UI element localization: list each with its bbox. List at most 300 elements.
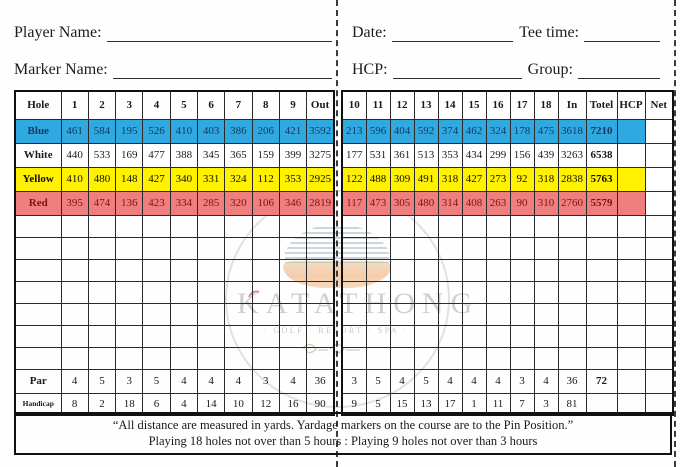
yardage-cell: 365 [225, 143, 252, 167]
blank-score-cell [486, 347, 510, 369]
blank-score-cell [645, 215, 673, 237]
yardage-cell: 112 [252, 167, 279, 191]
net-blank-cell [645, 191, 673, 215]
handicap-cell: 16 [279, 393, 306, 415]
blank-score-cell [252, 325, 279, 347]
blank-score-cell [307, 325, 334, 347]
watermark-subtitle-text: · GOLF · RESORT · SPA · [263, 326, 409, 335]
blank-score-cell [279, 347, 306, 369]
handicap-cell: 2 [88, 393, 115, 415]
yardage-cell: 3592 [307, 119, 334, 143]
handicap-cell: 9 [342, 393, 366, 415]
hole-number-header-cell: In [558, 91, 586, 119]
yardage-cell: 408 [462, 191, 486, 215]
blank-score-cell [15, 215, 61, 237]
blank-score-cell [307, 259, 334, 281]
table-row [15, 369, 334, 393]
yardage-cell: 305 [390, 191, 414, 215]
yardage-cell: 475 [534, 119, 558, 143]
tee-label-cell: Blue [15, 119, 61, 143]
blank-score-cell [510, 347, 534, 369]
blank-score-cell [197, 215, 224, 237]
handicap-cell: 81 [558, 393, 586, 415]
blank-score-cell [510, 325, 534, 347]
yardage-cell: 206 [252, 119, 279, 143]
yardage-cell: 324 [486, 119, 510, 143]
yardage-cell: 395 [61, 191, 88, 215]
yardage-cell: 314 [438, 191, 462, 215]
blank-score-cell [252, 303, 279, 325]
player-name-blank-line[interactable] [107, 22, 332, 42]
blank-score-cell [558, 303, 586, 325]
table-row [342, 237, 673, 259]
net-blank-cell [645, 143, 673, 167]
total-yardage-cell: 5579 [586, 191, 617, 215]
table-row [15, 215, 334, 237]
hcp-label: HCP: [352, 61, 388, 78]
hole-number-header-cell: Net [645, 91, 673, 119]
total-yardage-cell: 5763 [586, 167, 617, 191]
yardage-cell: 410 [170, 119, 197, 143]
blank-score-cell [170, 259, 197, 281]
blank-score-cell [414, 215, 438, 237]
blank-score-cell [197, 281, 224, 303]
blank-score-cell [116, 325, 143, 347]
blank-score-cell [366, 215, 390, 237]
blank-score-cell [252, 347, 279, 369]
blank-score-cell [510, 215, 534, 237]
yardage-cell: 439 [534, 143, 558, 167]
blank-score-cell [366, 347, 390, 369]
handicap-cell: 3 [534, 393, 558, 415]
yardage-cell: 403 [197, 119, 224, 143]
blank-score-cell [438, 237, 462, 259]
par-cell: 4 [486, 369, 510, 393]
blank-score-cell [342, 303, 366, 325]
blank-score-cell [617, 347, 645, 369]
blank-score-cell [510, 303, 534, 325]
yardage-cell: 404 [390, 119, 414, 143]
table-row [15, 91, 334, 119]
blank-score-cell [15, 325, 61, 347]
yardage-cell: 427 [143, 167, 170, 191]
blank-score-cell [225, 237, 252, 259]
blank-score-cell [342, 215, 366, 237]
blank-score-cell [116, 303, 143, 325]
marker-name-blank-line[interactable] [113, 59, 332, 79]
blank-score-cell [170, 237, 197, 259]
blank-score-cell [225, 303, 252, 325]
handicap-cell: 5 [366, 393, 390, 415]
blank-score-cell [307, 215, 334, 237]
blank-score-cell [143, 281, 170, 303]
player-name-label: Player Name: [14, 24, 102, 41]
hole-number-header-cell: 17 [510, 91, 534, 119]
yardage-cell: 462 [462, 119, 486, 143]
table-row [15, 259, 334, 281]
par-cell: 4 [279, 369, 306, 393]
blank-score-cell [534, 237, 558, 259]
par-cell: 5 [414, 369, 438, 393]
par-cell: 4 [462, 369, 486, 393]
table-row [15, 347, 334, 369]
blank-score-cell [279, 237, 306, 259]
yardage-cell: 513 [414, 143, 438, 167]
yardage-cell: 324 [225, 167, 252, 191]
blank-score-cell [279, 303, 306, 325]
par-cell: 3 [116, 369, 143, 393]
blank-score-cell [510, 281, 534, 303]
blank-score-cell [390, 347, 414, 369]
yardage-cell: 584 [88, 119, 115, 143]
blank-score-cell [15, 281, 61, 303]
yardage-cell: 2760 [558, 191, 586, 215]
yardage-cell: 299 [486, 143, 510, 167]
table-row [342, 369, 673, 393]
yardage-cell: 2838 [558, 167, 586, 191]
yardage-cell: 353 [438, 143, 462, 167]
table-row [342, 91, 673, 119]
table-row [342, 347, 673, 369]
yardage-cell: 346 [279, 191, 306, 215]
blank-score-cell [438, 303, 462, 325]
yardage-cell: 596 [366, 119, 390, 143]
yardage-cell: 399 [279, 143, 306, 167]
blank-score-cell [486, 325, 510, 347]
net-blank-cell [645, 119, 673, 143]
par-cell: 4 [170, 369, 197, 393]
par-cell: 3 [342, 369, 366, 393]
blank-score-cell [170, 325, 197, 347]
hole-number-header-cell: 3 [116, 91, 143, 119]
yardage-cell: 320 [225, 191, 252, 215]
par-cell: 5 [143, 369, 170, 393]
blank-score-cell [645, 281, 673, 303]
blank-score-cell [197, 347, 224, 369]
hole-number-header-cell: 7 [225, 91, 252, 119]
yardage-cell: 3618 [558, 119, 586, 143]
blank-score-cell [390, 325, 414, 347]
blank-score-cell [414, 347, 438, 369]
hole-number-header-cell: 14 [438, 91, 462, 119]
tee-label-cell: White [15, 143, 61, 167]
hole-number-header-cell: 10 [342, 91, 366, 119]
yardage-cell: 374 [438, 119, 462, 143]
tee-time-label: Tee time: [519, 24, 579, 41]
hole-number-header-cell: 8 [252, 91, 279, 119]
date-label: Date: [352, 24, 387, 41]
blank-score-cell [462, 347, 486, 369]
blank-score-cell [486, 259, 510, 281]
table-row [342, 119, 673, 143]
blank-score-cell [414, 303, 438, 325]
yardage-cell: 491 [414, 167, 438, 191]
table-row [15, 237, 334, 259]
table-row [15, 303, 334, 325]
blank-score-cell [88, 281, 115, 303]
watermark-brand-text: KATATHONG [237, 287, 480, 320]
yardage-cell: 117 [342, 191, 366, 215]
yardage-cell: 531 [366, 143, 390, 167]
yardage-cell: 156 [510, 143, 534, 167]
yardage-cell: 177 [342, 143, 366, 167]
blank-score-cell [645, 259, 673, 281]
hole-number-header-cell: 15 [462, 91, 486, 119]
blank-score-cell [617, 259, 645, 281]
blank-score-cell [390, 237, 414, 259]
tee-label-cell: Red [15, 191, 61, 215]
blank-score-cell [225, 325, 252, 347]
fold-dashed-line [336, 0, 338, 467]
blank-score-cell [558, 259, 586, 281]
blank-score-cell [61, 281, 88, 303]
blank-score-cell [390, 215, 414, 237]
hole-number-header-cell: 13 [414, 91, 438, 119]
blank-score-cell [534, 303, 558, 325]
yardage-cell: 309 [390, 167, 414, 191]
hcp-blank-line[interactable] [393, 59, 522, 79]
blank-score-cell [143, 347, 170, 369]
yardage-cell: 423 [143, 191, 170, 215]
hcp-blank-cell [617, 191, 645, 215]
blank-score-cell [586, 347, 617, 369]
blank-score-cell [534, 281, 558, 303]
handicap-cell: 13 [414, 393, 438, 415]
blank-score-cell [61, 237, 88, 259]
blank-score-cell [88, 259, 115, 281]
blank-score-cell [617, 237, 645, 259]
net-blank-cell [645, 369, 673, 393]
yardage-cell: 136 [116, 191, 143, 215]
yardage-cell: 213 [342, 119, 366, 143]
yardage-cell: 273 [486, 167, 510, 191]
blank-score-cell [197, 303, 224, 325]
handicap-cell: 6 [143, 393, 170, 415]
blank-score-cell [88, 237, 115, 259]
hole-number-header-cell: 18 [534, 91, 558, 119]
yardage-cell: 285 [197, 191, 224, 215]
blank-score-cell [116, 347, 143, 369]
blank-score-cell [462, 259, 486, 281]
blank-score-cell [88, 347, 115, 369]
par-cell: 36 [307, 369, 334, 393]
table-row [342, 303, 673, 325]
date-tee-time-field [352, 22, 660, 42]
yardage-cell: 195 [116, 119, 143, 143]
back-nine-table [341, 90, 674, 416]
yardage-cell: 533 [88, 143, 115, 167]
par-cell: 5 [366, 369, 390, 393]
blank-score-cell [645, 237, 673, 259]
tee-time-blank-line[interactable] [584, 22, 660, 42]
yardage-cell: 331 [197, 167, 224, 191]
date-blank-line[interactable] [392, 22, 514, 42]
yardage-cell: 526 [143, 119, 170, 143]
table-row [342, 325, 673, 347]
blank-score-cell [438, 215, 462, 237]
handicap-label-cell: Handicap [15, 393, 61, 415]
table-row [15, 143, 334, 167]
blank-score-cell [225, 281, 252, 303]
yardage-cell: 440 [61, 143, 88, 167]
blank-score-cell [390, 303, 414, 325]
blank-score-cell [279, 281, 306, 303]
blank-score-cell [61, 347, 88, 369]
handicap-cell: 7 [510, 393, 534, 415]
blank-score-cell [197, 259, 224, 281]
blank-score-cell [438, 325, 462, 347]
yardage-cell: 318 [438, 167, 462, 191]
blank-score-cell [414, 281, 438, 303]
blank-score-cell [15, 259, 61, 281]
blank-score-cell [534, 347, 558, 369]
blank-score-cell [558, 347, 586, 369]
table-row [342, 143, 673, 167]
hcp-group-field [352, 59, 660, 79]
yardage-cell: 427 [462, 167, 486, 191]
blank-score-cell [116, 215, 143, 237]
blank-score-cell [414, 259, 438, 281]
blank-score-cell [534, 215, 558, 237]
hole-number-header-cell: 5 [170, 91, 197, 119]
handicap-cell: 8 [61, 393, 88, 415]
blank-score-cell [225, 259, 252, 281]
blank-score-cell [252, 259, 279, 281]
blank-score-cell [15, 347, 61, 369]
yardage-cell: 410 [61, 167, 88, 191]
hole-number-header-cell: 9 [279, 91, 306, 119]
yardage-cell: 3275 [307, 143, 334, 167]
blank-score-cell [534, 259, 558, 281]
par-cell: 4 [390, 369, 414, 393]
yardage-cell: 90 [510, 191, 534, 215]
table-row [15, 119, 334, 143]
blank-score-cell [252, 237, 279, 259]
handicap-cell: 12 [252, 393, 279, 415]
blank-score-cell [252, 281, 279, 303]
blank-score-cell [438, 259, 462, 281]
yardage-cell: 345 [197, 143, 224, 167]
blank-score-cell [366, 303, 390, 325]
blank-score-cell [510, 237, 534, 259]
blank-score-cell [462, 325, 486, 347]
blank-score-cell [438, 347, 462, 369]
table-row [342, 281, 673, 303]
blank-score-cell [645, 325, 673, 347]
yardage-cell: 2925 [307, 167, 334, 191]
group-blank-line[interactable] [578, 59, 660, 79]
hcp-blank-cell [617, 119, 645, 143]
handicap-cell: 15 [390, 393, 414, 415]
blank-score-cell [414, 325, 438, 347]
blank-score-cell [586, 281, 617, 303]
blank-score-cell [558, 281, 586, 303]
yardage-cell: 361 [390, 143, 414, 167]
handicap-cell: 1 [462, 393, 486, 415]
blank-score-cell [307, 281, 334, 303]
blank-score-cell [116, 281, 143, 303]
table-row [342, 191, 673, 215]
blank-score-cell [225, 347, 252, 369]
total-par-cell: 72 [586, 369, 617, 393]
blank-score-cell [342, 325, 366, 347]
yardage-cell: 106 [252, 191, 279, 215]
yardage-cell: 122 [342, 167, 366, 191]
blank-score-cell [390, 259, 414, 281]
yardage-cell: 434 [462, 143, 486, 167]
blank-score-cell [586, 303, 617, 325]
yardage-cell: 263 [486, 191, 510, 215]
note-line-1: “All distance are measured in yards. Yardage markers on the course are to the Pin Position.” [112, 418, 574, 432]
yardage-cell: 421 [279, 119, 306, 143]
blank-score-cell [558, 237, 586, 259]
blank-score-cell [252, 215, 279, 237]
blank-score-cell [586, 215, 617, 237]
blank-score-cell [279, 215, 306, 237]
blank-score-cell [170, 303, 197, 325]
blank-score-cell [414, 237, 438, 259]
blank-score-cell [116, 237, 143, 259]
blank-score-cell [342, 237, 366, 259]
par-cell: 3 [510, 369, 534, 393]
hcp-blank-cell [617, 369, 645, 393]
blank-score-cell [586, 237, 617, 259]
blank-score-cell [438, 281, 462, 303]
hole-number-header-cell: 11 [366, 91, 390, 119]
blank-score-cell [462, 281, 486, 303]
yardage-cell: 474 [88, 191, 115, 215]
blank-score-cell [617, 215, 645, 237]
blank-score-cell [279, 325, 306, 347]
blank-score-cell [462, 237, 486, 259]
total-yardage-cell: 6538 [586, 143, 617, 167]
par-label-cell: Par [15, 369, 61, 393]
blank-score-cell [307, 237, 334, 259]
marker-name-field [14, 59, 332, 79]
table-row [342, 215, 673, 237]
hole-number-header-cell: 6 [197, 91, 224, 119]
yardage-cell: 461 [61, 119, 88, 143]
blank-score-cell [617, 303, 645, 325]
par-cell: 4 [61, 369, 88, 393]
blank-score-cell [61, 215, 88, 237]
yardage-cell: 169 [116, 143, 143, 167]
blank-score-cell [143, 325, 170, 347]
yardage-cell: 2819 [307, 191, 334, 215]
handicap-cell: 90 [307, 393, 334, 415]
yardage-cell: 488 [366, 167, 390, 191]
blank-score-cell [143, 259, 170, 281]
handicap-cell: 4 [170, 393, 197, 415]
blank-score-cell [88, 303, 115, 325]
note-box [14, 412, 672, 455]
tee-label-cell: Yellow [15, 167, 61, 191]
hole-header-cell: Hole [15, 91, 61, 119]
yardage-cell: 480 [414, 191, 438, 215]
blank-score-cell [645, 347, 673, 369]
hole-number-header-cell: Out [307, 91, 334, 119]
handicap-cell: 18 [116, 393, 143, 415]
yardage-cell: 310 [534, 191, 558, 215]
yardage-cell: 318 [534, 167, 558, 191]
blank-score-cell [486, 281, 510, 303]
blank-score-cell [558, 325, 586, 347]
blank-score-cell [88, 215, 115, 237]
player-name-field [14, 22, 332, 42]
blank-score-cell [586, 325, 617, 347]
hole-number-header-cell: HCP [617, 91, 645, 119]
blank-score-cell [225, 215, 252, 237]
